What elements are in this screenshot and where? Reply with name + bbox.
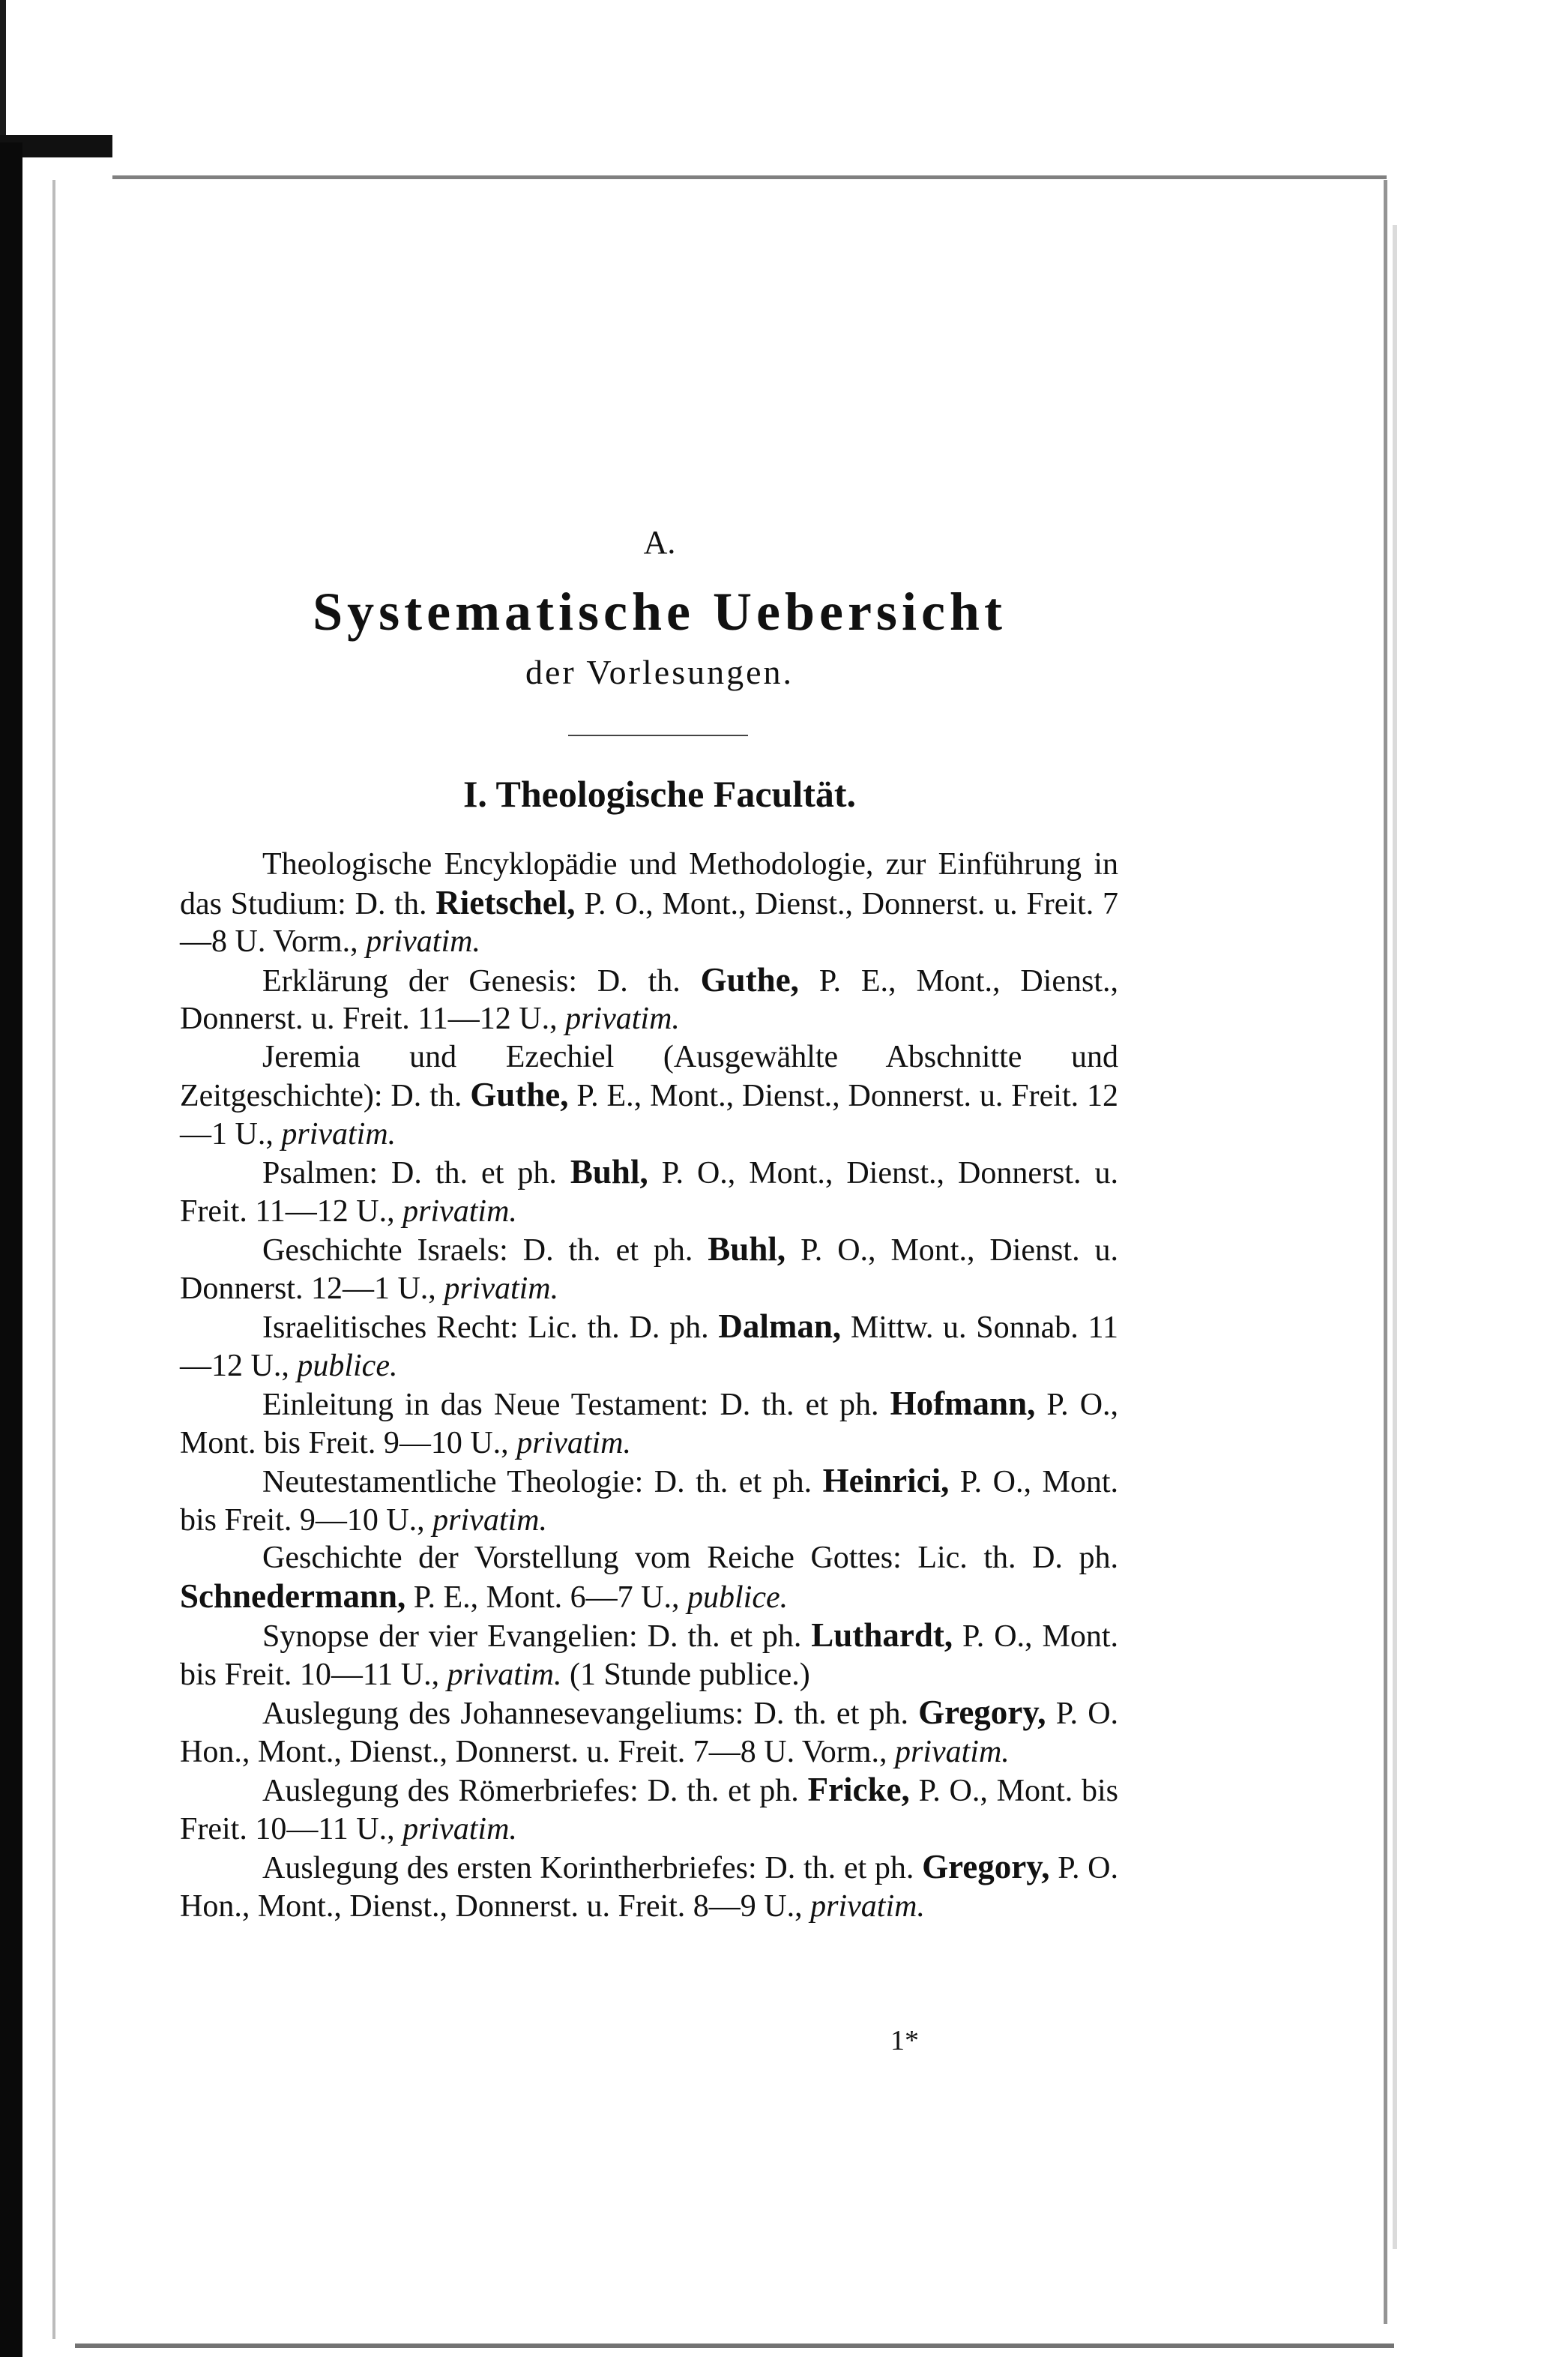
lecture-entry: Auslegung des Römerbriefes: D. th. et ph. Fricke, P. O., Mont. bis Freit. 10—11 U., privatim. — [180, 1771, 1118, 1846]
lecture-entry: Geschichte der Vorstellung vom Reiche Gottes: Lic. th. D. ph. Schnedermann, P. E., Mont. 6—7 U., publice. — [180, 1541, 1118, 1615]
lecture-list — [180, 846, 1118, 1925]
lecture-entry: Neutestamentliche Theologie: D. th. et ph. Heinrici, P. O., Mont. bis Freit. 9—10 U., privatim. — [180, 1462, 1119, 1538]
scan-inner-margin — [52, 180, 55, 2339]
page-top-border — [112, 175, 1387, 179]
section-letter: A. — [643, 524, 676, 561]
page-right-border — [1384, 180, 1387, 2324]
page-title: Systematische Uebersicht — [313, 582, 1007, 642]
lecture-entry: Synopse der vier Evangelien: D. th. et ph. Luthardt, P. O., Mont. bis Freit. 10—11 U., privatim. (1 Stunde publice.) — [180, 1616, 1118, 1692]
lecture-entry: Theologische Encyklopädie und Methodologie, zur Einführung in das Studium: D. th. Rietschel, P. O., Mont., Dienst., Donnerst. u. Freit. 7—8 U. Vorm., privatim. — [180, 847, 1119, 959]
page-right-edge — [1393, 225, 1397, 2249]
scan-binding-shadow — [0, 142, 22, 2357]
lecture-entry: Auslegung des Johannesevangeliums: D. th. et ph. Gregory, P. O. Hon., Mont., Dienst., Donnerst. u. Freit. 7—8 U. Vorm., privatim. — [180, 1694, 1119, 1769]
page-bottom-border — [75, 2344, 1394, 2348]
faculty-heading: I. Theologische Facultät. — [462, 773, 857, 815]
lecture-entry: Israelitisches Recht: Lic. th. D. ph. Dalman, Mittw. u. Sonnab. 11—12 U., publice. — [180, 1307, 1118, 1383]
scan-edge-top — [0, 0, 6, 150]
lecture-entry: Psalmen: D. th. et ph. Buhl, P. O., Mont., Dienst., Donnerst. u. Freit. 11—12 U., privatim. — [180, 1153, 1118, 1229]
lecture-entry: Geschichte Israels: D. th. et ph. Buhl, P. O., Mont., Dienst. u. Donnerst. 12—1 U., privatim. — [180, 1230, 1119, 1306]
separator-rule — [568, 735, 748, 736]
lecture-entry: Jeremia und Ezechiel (Ausgewählte Abschnitte und Zeitgeschichte): D. th. Guthe, P. E., Mont., Dienst., Donnerst. u. Freit. 12—1 U., privatim. — [180, 1039, 1119, 1152]
page-subtitle: der Vorlesungen. — [525, 653, 794, 691]
page-number: 1* — [890, 2025, 919, 2056]
lecture-entry: Einleitung in das Neue Testament: D. th. et ph. Hofmann, P. O., Mont. bis Freit. 9—10 U., privatim. — [180, 1385, 1119, 1460]
lecture-entry: Erklärung der Genesis: D. th. Guthe, P. E., Mont., Dienst., Donnerst. u. Freit. 11—12 U., privatim. — [180, 960, 1119, 1036]
lecture-entry: Auslegung des ersten Korintherbriefes: D. th. et ph. Gregory, P. O. Hon., Mont., Dienst., Donnerst. u. Freit. 8—9 U., privatim. — [180, 1848, 1118, 1924]
